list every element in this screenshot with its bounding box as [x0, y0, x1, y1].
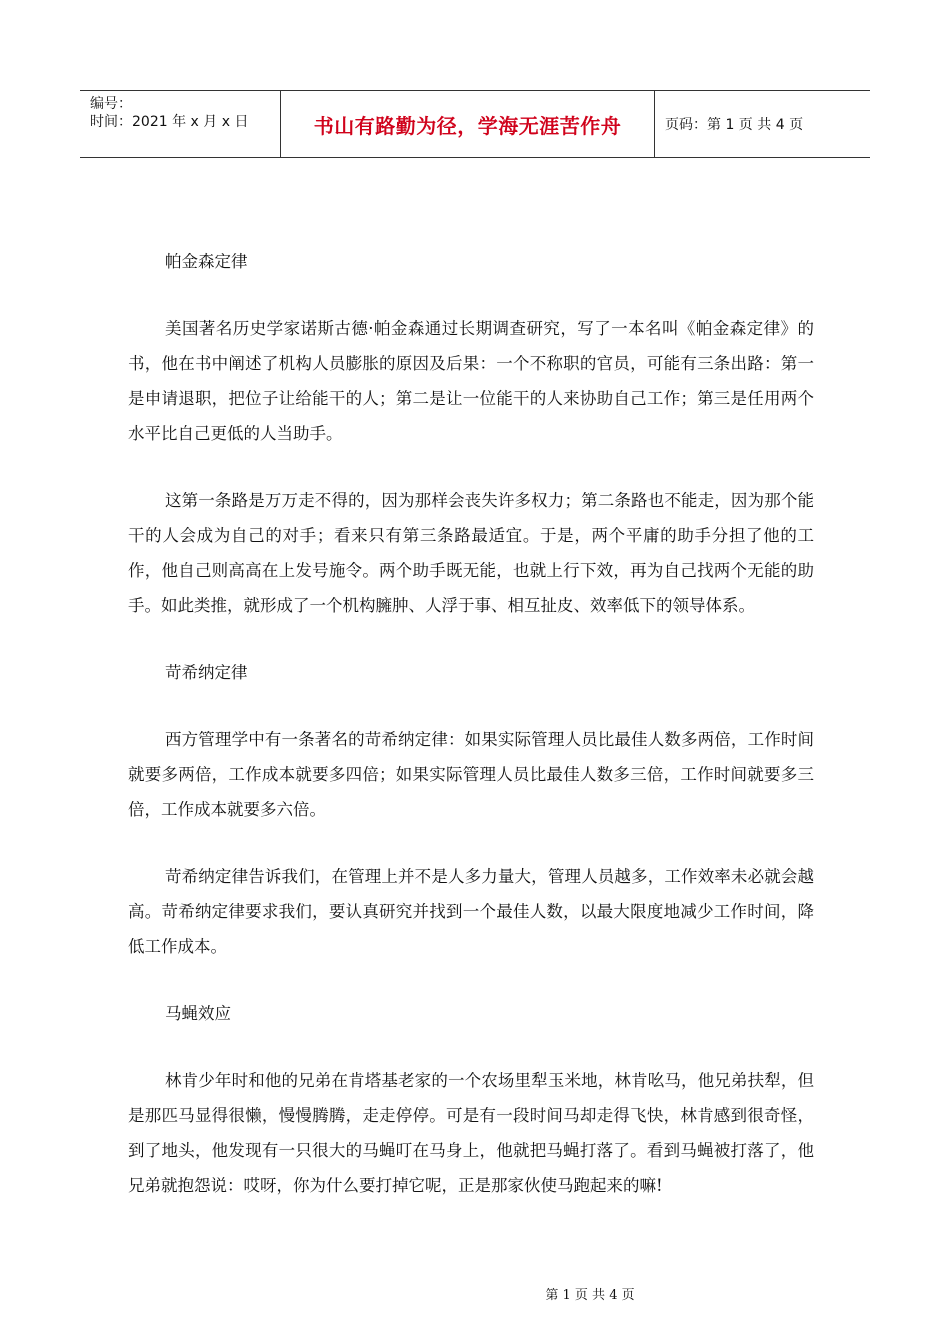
paragraph: 林肯少年时和他的兄弟在肯塔基老家的一个农场里犁玉米地，林肯吆马，他兄弟扶犁，但是那匹马显得很懒，慢慢腾腾，走走停停。可是有一段时间马却走得飞快，林肯感到很奇怪，到了地头，他发现有一只很大的马蝇叮在马身上，他就把马蝇打落了。看到马蝇被打落了，他兄弟就抱怨说：哎呀，你为什么要打掉它呢，正是那家伙使马跑起来的嘛! — [128, 1071, 814, 1195]
section-heading: 马蝇效应 — [165, 1004, 231, 1023]
document-body — [128, 244, 814, 1235]
page-footer: 第 1 页 共 4 页 — [545, 1288, 635, 1303]
paragraph: 美国著名历史学家诺斯古德·帕金森通过长期调查研究，写了一本名叫《帕金森定律》的书，他在书中阐述了机构人员膨胀的原因及后果：一个不称职的官员，可能有三条出路：第一是申请退职，把位子让给能干的人；第二是让一位能干的人来协助自己工作；第三是任用两个水平比自己更低的人当助手。 — [128, 319, 814, 443]
paragraph: 苛希纳定律告诉我们，在管理上并不是人多力量大，管理人员越多，工作效率未必就会越高。苛希纳定律要求我们，要认真研究并找到一个最佳人数，以最大限度地减少工作时间，降低工作成本。 — [128, 867, 814, 956]
header-meta-cell — [80, 91, 281, 157]
time-label: 时间：2021 年 x 月 x 日 — [90, 114, 249, 130]
header-page-info: 页码：第 1 页 共 4 页 — [665, 117, 804, 133]
paragraph: 这第一条路是万万走不得的，因为那样会丧失许多权力；第二条路也不能走，因为那个能干的人会成为自己的对手；看来只有第三条路最适宜。于是，两个平庸的助手分担了他的工作，他自己则高高在上发号施令。两个助手既无能，也就上行下效，再为自己找两个无能的助手。如此类推，就形成了一个机构臃肿、人浮于事、相互扯皮、效率低下的领导体系。 — [128, 491, 814, 615]
number-label: 编号： — [90, 96, 132, 112]
paragraph: 西方管理学中有一条著名的苛希纳定律：如果实际管理人员比最佳人数多两倍，工作时间就要多两倍，工作成本就要多四倍；如果实际管理人员比最佳人数多三倍，工作时间就要多三倍，工作成本就要多六倍。 — [128, 730, 814, 819]
header-motto: 书山有路勤为径，学海无涯苦作舟 — [281, 91, 655, 157]
section-heading: 帕金森定律 — [165, 252, 248, 271]
section-horsefly — [128, 996, 814, 1203]
section-heading: 苛希纳定律 — [165, 663, 248, 682]
section-parkinson — [128, 244, 814, 623]
section-kirchner — [128, 655, 814, 964]
document-header — [80, 90, 870, 158]
